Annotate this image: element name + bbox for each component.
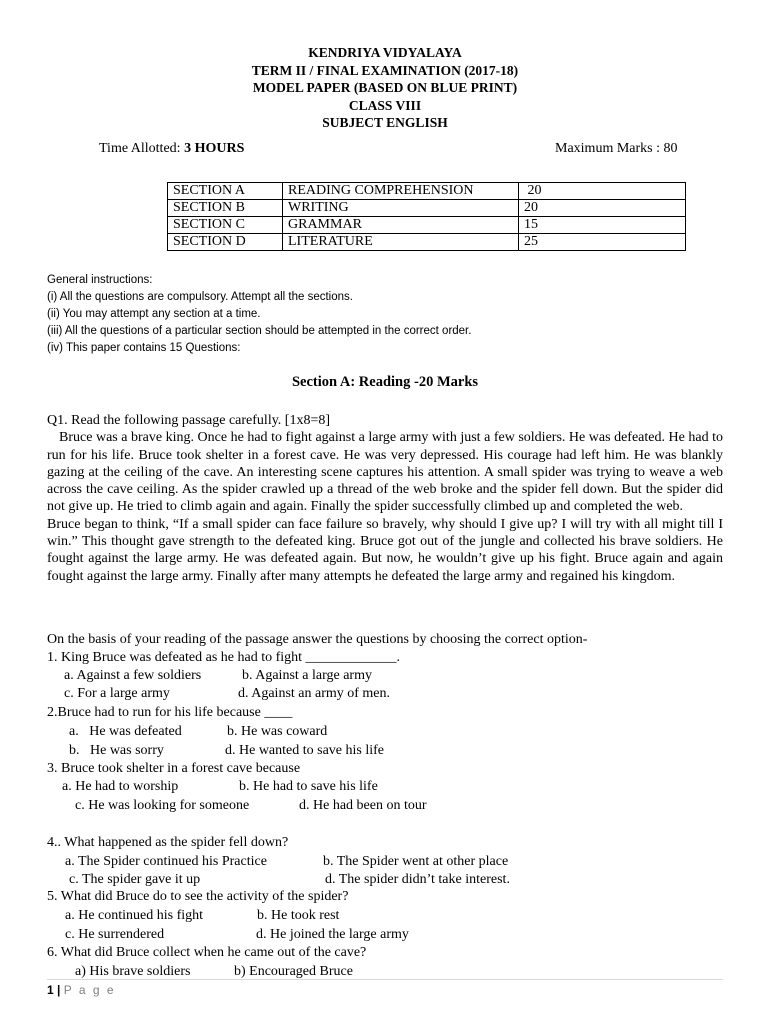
option: a. He was defeated	[69, 724, 182, 739]
table-row	[168, 183, 686, 200]
option: d. He had been on tour	[299, 798, 427, 813]
question-text: 5. What did Bruce do to see the activity of the spider?	[47, 889, 349, 904]
passage-paragraph: Bruce was a brave king. Once he had to fight against a large army with just a few soldiers. He was defeated. He had to run for his life. Bruce took shelter in a forest cave. He was very depressed. His courage had left him. He was blankly gazing at the ceiling of the cave. An interesting scene captures his attention. A small spider was trying to weave a web across the cave ceiling. As the spider crawled up a thread of the web broke and the spider fell down. But the spider did not give up. He tried to climb again and again. Finally the spider successfully climbed up and completed the web.	[47, 430, 723, 515]
school-name: KENDRIYA VIDYALAYA	[308, 45, 462, 60]
section-marks: 25	[519, 234, 686, 251]
section-topic: WRITING	[283, 200, 519, 217]
option: c. The spider gave it up	[69, 872, 201, 887]
section-marks: 15	[519, 217, 686, 234]
option: b. He was coward	[227, 724, 328, 739]
question-text: 6. What did Bruce collect when he came out of the cave?	[47, 945, 367, 960]
exam-term: TERM II / FINAL EXAMINATION (2017-18)	[251, 62, 519, 78]
option: c. He surrendered	[65, 927, 165, 942]
page-separator: |	[53, 983, 64, 997]
time-allotted	[99, 141, 244, 157]
option: a. He continued his fight	[65, 908, 204, 923]
option: a. The Spider continued his Practice	[65, 854, 267, 869]
paper-type: MODEL PAPER (BASED ON BLUE PRINT)	[252, 80, 518, 96]
table-row	[168, 200, 686, 217]
option: b. The Spider went at other place	[323, 854, 509, 869]
question-prompt: Q1. Read the following passage carefully. [1x8=8]	[47, 413, 331, 428]
footer-divider	[47, 979, 723, 980]
section-topic: READING COMPREHENSION	[283, 183, 519, 200]
subject-name: SUBJECT ENGLISH	[322, 115, 448, 131]
option: c. He was looking for someone	[75, 798, 250, 813]
maximum-marks: Maximum Marks : 80	[555, 141, 678, 156]
option: d. He joined the large army	[256, 927, 409, 942]
page-label: P a g e	[63, 983, 116, 997]
question-text: 4.. What happened as the spider fell down?	[47, 835, 289, 850]
time-value: 3 HOURS	[184, 141, 245, 156]
exam-header	[0, 44, 770, 132]
section-marks: 20	[519, 200, 686, 217]
question-text: 3. Bruce took shelter in a forest cave because	[47, 761, 301, 776]
passage-paragraph: Bruce began to think, “If a small spider can face failure so bravely, why should I give up? I will try with all might till I win.” This thought gave strength to the defeated king. Bruce got out of the jungle and collected his brave soldiers. He fought against the large army. He was defeated again. But now, he wouldn’t give up his fight. Bruce again and again fought against the large army. Finally after many attempts he defeated the large army and regained his kingdom.	[47, 516, 723, 584]
page-number: 1	[47, 983, 54, 997]
option: a. Against a few soldiers	[64, 668, 202, 683]
time-label: Time Allotted:	[99, 141, 185, 156]
section-topic: LITERATURE	[283, 234, 519, 251]
option: d. He wanted to save his life	[225, 743, 385, 758]
reading-passage	[47, 412, 723, 585]
instruction-item: (iv) This paper contains 15 Questions:	[47, 342, 241, 354]
page-footer	[47, 983, 116, 997]
section-name: SECTION B	[168, 200, 283, 217]
sections-table	[167, 182, 686, 251]
general-instructions	[47, 272, 471, 357]
section-name: SECTION D	[168, 234, 283, 251]
option: d. The spider didn’t take interest.	[325, 872, 510, 887]
option: c. For a large army	[64, 686, 170, 701]
section-name: SECTION C	[168, 217, 283, 234]
options-instruction: On the basis of your reading of the passage answer the questions by choosing the correct option-	[47, 632, 588, 647]
table-row	[168, 234, 686, 251]
option: a. He had to worship	[62, 779, 179, 794]
option: d. Against an army of men.	[238, 686, 391, 701]
option: a) His brave soldiers	[75, 964, 191, 979]
question-text: 1. King Bruce was defeated as he had to fight _____________.	[47, 650, 401, 665]
table-row	[168, 217, 686, 234]
instruction-item: (ii) You may attempt any section at a time.	[47, 308, 261, 320]
option: b) Encouraged Bruce	[234, 964, 353, 979]
instructions-title: General instructions:	[47, 274, 153, 286]
section-topic: GRAMMAR	[283, 217, 519, 234]
section-marks: 20	[519, 183, 686, 200]
option: b. He had to save his life	[239, 779, 378, 794]
section-a-title: Section A: Reading -20 Marks	[291, 374, 479, 390]
class-name: CLASS VIII	[348, 97, 422, 113]
option: b. He was sorry	[69, 743, 164, 758]
section-name: SECTION A	[168, 183, 283, 200]
instruction-item: (iii) All the questions of a particular section should be attempted in the correct order.	[47, 325, 472, 337]
question-text: 2.Bruce had to run for his life because ____	[47, 705, 293, 720]
option: b. Against a large army	[242, 668, 372, 683]
option: b. He took rest	[257, 908, 340, 923]
instruction-item: (i) All the questions are compulsory. Attempt all the sections.	[47, 291, 353, 303]
